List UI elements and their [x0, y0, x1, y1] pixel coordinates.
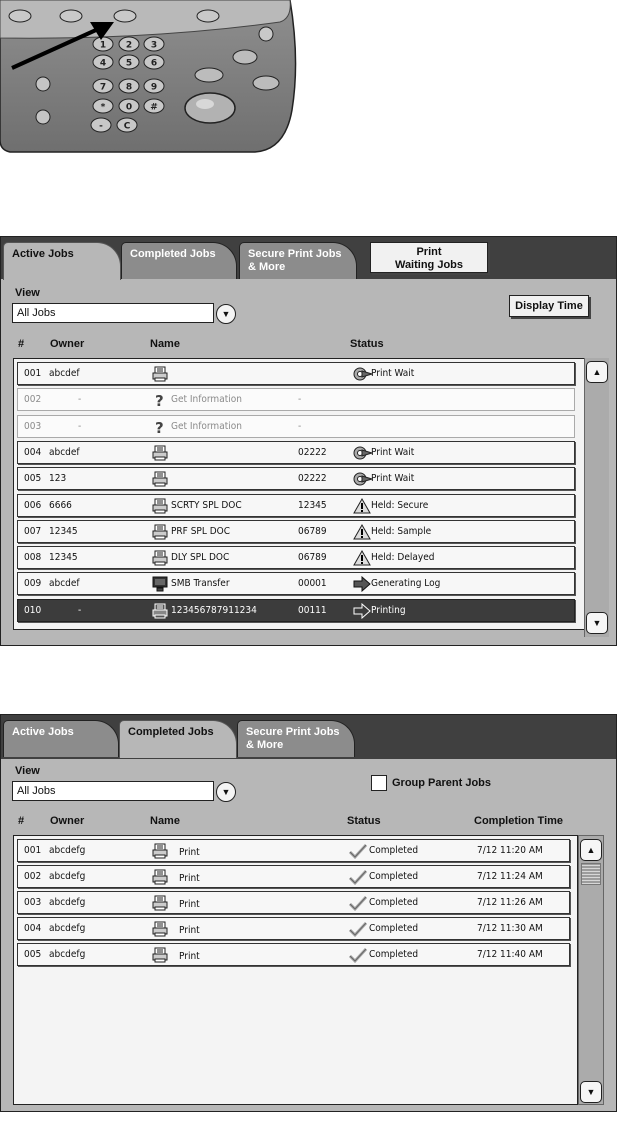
group-parent-jobs-label: Group Parent Jobs	[392, 777, 492, 789]
keypad-key-label: 4	[99, 58, 107, 69]
check-icon	[348, 921, 368, 937]
warning-icon	[353, 550, 373, 566]
check-icon	[348, 895, 368, 911]
column-header-number: #	[18, 338, 25, 350]
tab-label: Active Jobs	[12, 726, 74, 738]
row-name: Print	[179, 951, 200, 962]
row-owner: abcdefg	[49, 871, 86, 882]
scroll-down-button[interactable]: ▼	[586, 612, 608, 634]
row-name: Print	[179, 847, 200, 858]
control-panel-illustration	[0, 0, 300, 158]
active-jobs-screen	[0, 236, 617, 646]
row-job-code: 02222	[298, 446, 327, 458]
row-owner: abcdefg	[49, 949, 86, 960]
row-job-code: 06789	[298, 552, 327, 564]
scroll-up-button[interactable]: ▲	[580, 839, 602, 861]
row-owner: -	[78, 420, 82, 432]
keypad-key-label: 8	[125, 82, 133, 93]
tab-active-jobs[interactable]	[3, 720, 119, 757]
tab-active-jobs[interactable]	[3, 242, 121, 280]
gear-arrow-icon	[353, 366, 373, 382]
printer-icon	[152, 921, 168, 937]
row-number: 001	[24, 845, 42, 856]
row-name: SCRTY SPL DOC	[171, 499, 242, 511]
table-row[interactable]	[17, 494, 575, 517]
table-row[interactable]	[17, 467, 575, 490]
printer-icon	[152, 895, 168, 911]
row-number: 009	[24, 578, 42, 590]
tab-label: Active Jobs	[12, 248, 74, 260]
monitor-icon	[152, 576, 168, 592]
button-label-line1: Print	[416, 246, 442, 258]
column-header-name: Name	[150, 338, 180, 350]
table-row[interactable]	[17, 415, 575, 438]
panel-button	[197, 10, 219, 22]
row-number: 007	[24, 525, 42, 537]
row-number: 005	[24, 473, 42, 485]
row-owner: 12345	[49, 525, 78, 537]
panel-button	[36, 110, 50, 124]
column-header-owner: Owner	[50, 338, 85, 350]
row-completion-time: 7/12 11:24 AM	[477, 871, 543, 882]
row-owner: abcdef	[49, 368, 80, 379]
printer-icon	[152, 366, 168, 382]
table-row[interactable]	[17, 917, 570, 940]
keypad-key-label: 7	[99, 82, 107, 93]
panel-button	[253, 76, 279, 90]
row-name: 123456787911234	[171, 604, 257, 616]
warning-icon	[353, 498, 373, 514]
tab-bar	[1, 715, 616, 759]
keypad-key-label: 6	[150, 58, 158, 69]
row-number: 006	[24, 499, 42, 511]
printer-icon	[152, 524, 168, 540]
table-row[interactable]	[17, 572, 575, 595]
check-icon	[348, 843, 368, 859]
scroll-thumb[interactable]	[581, 863, 601, 885]
row-number: 002	[24, 871, 42, 882]
row-number: 008	[24, 552, 42, 564]
print-waiting-jobs-button[interactable]	[370, 242, 488, 273]
row-status: Printing	[371, 604, 406, 616]
row-number: 003	[24, 420, 42, 432]
panel-button	[9, 10, 31, 22]
row-name: Print	[179, 925, 200, 936]
view-select[interactable]: All Jobs	[12, 303, 214, 323]
tab-bar	[1, 237, 616, 279]
keypad-key-label: #	[150, 102, 158, 113]
row-name: Print	[179, 899, 200, 910]
row-job-code: 12345	[298, 499, 327, 511]
scroll-up-button[interactable]: ▲	[586, 361, 608, 383]
row-owner: -	[78, 394, 82, 406]
table-row[interactable]	[17, 865, 570, 888]
printer-icon	[152, 498, 168, 514]
printer-icon	[152, 869, 168, 885]
row-name: Get Information	[171, 394, 242, 406]
row-job-code: 00001	[298, 578, 327, 590]
keypad-key-label: 5	[125, 58, 133, 69]
column-header-owner: Owner	[50, 815, 85, 827]
row-status: Print Wait	[371, 473, 415, 485]
keypad-key-label: 2	[125, 40, 133, 51]
row-number: 001	[24, 368, 42, 379]
keypad-key-label: 3	[150, 40, 158, 51]
tab-label-line2: & More	[248, 261, 286, 273]
keypad-key-label: C	[123, 121, 131, 132]
row-owner: 12345	[49, 552, 78, 564]
column-header-completion-time: Completion Time	[474, 815, 564, 827]
check-icon	[348, 947, 368, 963]
chevron-down-icon[interactable]: ▼	[216, 782, 236, 802]
tab-label-line1: Secure Print Jobs	[248, 248, 342, 260]
row-status: Completed	[369, 897, 419, 908]
row-owner: abcdefg	[49, 923, 86, 934]
tab-completed-jobs[interactable]	[119, 720, 237, 758]
row-number: 002	[24, 394, 42, 406]
row-completion-time: 7/12 11:26 AM	[477, 897, 543, 908]
view-label: View	[15, 287, 40, 299]
active-jobs-list[interactable]	[13, 358, 585, 630]
row-status: Completed	[369, 949, 419, 960]
row-number: 005	[24, 949, 42, 960]
row-owner: abcdef	[49, 446, 80, 458]
row-status: Print Wait	[371, 368, 415, 379]
row-name: DLY SPL DOC	[171, 552, 230, 564]
table-row[interactable]	[17, 520, 575, 543]
row-status: Completed	[369, 923, 419, 934]
printer-icon	[152, 550, 168, 566]
keypad-key-label: -	[99, 121, 103, 132]
target-panel-button	[114, 10, 136, 22]
view-label: View	[15, 765, 40, 777]
row-name: Get Information	[171, 420, 242, 432]
row-number: 004	[24, 446, 42, 458]
row-status: Generating Log	[371, 578, 441, 590]
arrow-right-icon	[353, 576, 373, 592]
row-status: Completed	[369, 845, 419, 856]
row-completion-time: 7/12 11:20 AM	[477, 845, 543, 856]
panel-button	[195, 68, 223, 82]
table-row[interactable]	[17, 599, 575, 622]
printer-icon	[152, 471, 168, 487]
table-row[interactable]	[17, 943, 570, 966]
row-job-code: 06789	[298, 525, 327, 537]
printer-icon	[152, 843, 168, 859]
printer-icon	[152, 445, 168, 461]
row-job-code: -	[298, 394, 302, 406]
row-completion-time: 7/12 11:30 AM	[477, 923, 543, 934]
table-row[interactable]	[17, 362, 575, 385]
table-row[interactable]	[17, 441, 575, 464]
tab-secure-print-jobs[interactable]	[237, 720, 355, 757]
column-header-number: #	[18, 815, 25, 827]
group-parent-jobs-checkbox[interactable]	[371, 775, 387, 791]
panel-button	[259, 27, 273, 41]
tab-completed-jobs[interactable]	[121, 242, 237, 279]
scrollbar[interactable]	[584, 358, 609, 637]
row-status: Held: Delayed	[371, 552, 435, 564]
row-job-code: -	[298, 420, 302, 432]
table-row[interactable]	[17, 839, 570, 862]
keypad-key-label: 9	[150, 82, 158, 93]
panel-button	[233, 50, 257, 64]
row-completion-time: 7/12 11:40 AM	[477, 949, 543, 960]
row-number: 010	[24, 604, 42, 616]
row-number: 004	[24, 923, 42, 934]
keypad-photo	[0, 0, 300, 158]
panel-button	[36, 77, 50, 91]
row-owner: abcdefg	[49, 897, 86, 908]
keypad-key-label: 1	[99, 40, 107, 51]
table-row[interactable]	[17, 891, 570, 914]
tab-label: Completed Jobs	[130, 248, 216, 260]
row-job-code: 02222	[298, 473, 327, 485]
check-icon	[348, 869, 368, 885]
keypad-key-label: 0	[125, 102, 133, 113]
panel-button	[60, 10, 82, 22]
tab-label-line2: & More	[246, 739, 284, 751]
row-status: Completed	[369, 871, 419, 882]
row-owner: -	[78, 604, 82, 616]
row-job-code: 00111	[298, 604, 327, 616]
tab-label: Completed Jobs	[128, 726, 214, 738]
printer-icon	[152, 947, 168, 963]
completed-jobs-list[interactable]	[13, 835, 578, 1105]
scroll-down-button[interactable]: ▼	[580, 1081, 602, 1103]
row-name: Print	[179, 873, 200, 884]
row-number: 003	[24, 897, 42, 908]
row-owner: 123	[49, 473, 67, 485]
button-label-line2: Waiting Jobs	[394, 259, 464, 271]
row-status: Print Wait	[371, 446, 415, 458]
printer-icon	[152, 603, 168, 619]
column-header-status: Status	[347, 815, 381, 827]
table-row[interactable]	[17, 546, 575, 569]
row-status: Held: Sample	[371, 525, 432, 537]
svg-text:?: ?	[155, 392, 164, 409]
row-owner: abcdefg	[49, 845, 86, 856]
completed-jobs-screen	[0, 714, 617, 1112]
tab-secure-print-jobs[interactable]	[239, 242, 357, 279]
column-header-status: Status	[350, 338, 384, 350]
question-icon	[152, 419, 168, 435]
row-owner: abcdef	[49, 578, 80, 590]
chevron-down-icon[interactable]: ▼	[216, 304, 236, 324]
gear-arrow-icon	[353, 471, 373, 487]
arrow-right-outline-icon	[353, 603, 373, 619]
tab-label-line1: Secure Print Jobs	[246, 726, 340, 738]
row-name: PRF SPL DOC	[171, 525, 231, 537]
column-header-name: Name	[150, 815, 180, 827]
row-status: Held: Secure	[371, 499, 429, 511]
question-icon	[152, 392, 168, 408]
view-select[interactable]: All Jobs	[12, 781, 214, 801]
row-name: SMB Transfer	[171, 578, 230, 590]
row-owner: 6666	[49, 499, 72, 511]
display-time-button[interactable]: Display Time	[509, 295, 589, 317]
scrollbar[interactable]	[578, 835, 604, 1105]
svg-text:?: ?	[155, 418, 164, 435]
warning-icon	[353, 524, 373, 540]
gear-arrow-icon	[353, 445, 373, 461]
table-row[interactable]	[17, 388, 575, 411]
keypad-key-label: *	[100, 102, 106, 113]
